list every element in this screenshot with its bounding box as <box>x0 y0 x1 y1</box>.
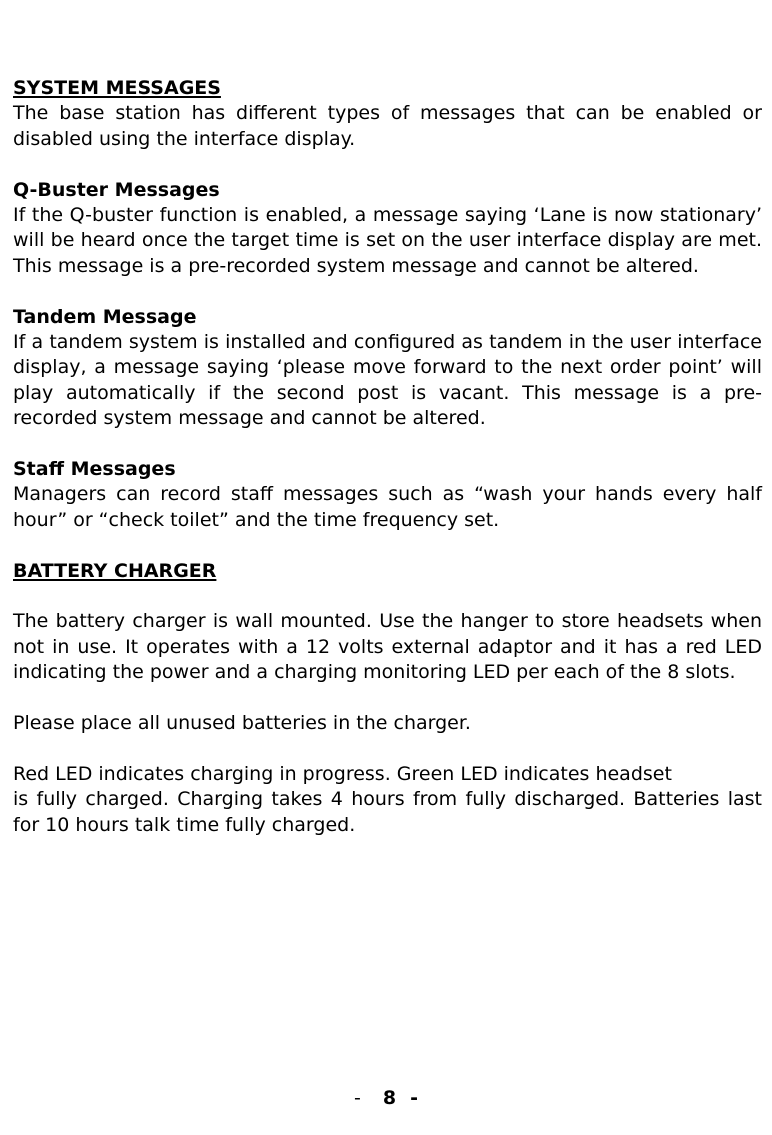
page-number: 8 <box>382 1087 397 1109</box>
footer-dash-left: - <box>354 1087 361 1109</box>
system-messages-intro: The base station has different types of messages that can be enabled or disabled using the interface display. <box>13 102 762 150</box>
spacer <box>13 279 762 304</box>
spacer <box>13 686 762 711</box>
footer-dash-right: - <box>410 1087 418 1109</box>
spacer <box>13 152 762 177</box>
staff-body: Managers can record staff messages such as “wash your hands every half hour” or “check toilet” and the time frequency set. <box>13 483 762 531</box>
system-messages-heading: SYSTEM MESSAGES <box>13 77 221 99</box>
qbuster-body: If the Q-buster function is enabled, a message saying ‘Lane is now stationary’ will be heard once the target time is set on the user interface display are met. This message is a pre-recorded system message and cannot be altered. <box>13 204 762 277</box>
staff-heading: Staff Messages <box>13 458 176 481</box>
spacer <box>13 533 762 558</box>
battery-charger-paragraph-3-rest: is fully charged. Charging takes 4 hours from fully discharged. Batteries last for 10 hours talk time fully charged. <box>13 788 762 836</box>
tandem-heading: Tandem Message <box>13 305 197 328</box>
page-footer <box>0 1087 772 1109</box>
tandem-body: If a tandem system is installed and configured as tandem in the user interface display, a message saying ‘please move forward to the next order point’ will play automatically if the second post is vacant. This message is a pre-recorded system message and cannot be altered. <box>13 331 762 430</box>
spacer <box>13 584 762 609</box>
spacer <box>13 736 762 761</box>
battery-charger-paragraph-2: Please place all unused batteries in the charger. <box>13 712 471 735</box>
spacer <box>13 432 762 457</box>
battery-charger-paragraph-3-line-1: Red LED indicates charging in progress. Green LED indicates headset <box>13 762 672 785</box>
document-page <box>13 76 762 838</box>
battery-charger-paragraph-1: The battery charger is wall mounted. Use the hanger to store headsets when not in use. It operates with a 12 volts external adaptor and it has a red LED indicating the power and a charging monitoring LED per each of the 8 slots. <box>13 610 762 684</box>
battery-charger-heading: BATTERY CHARGER <box>13 559 217 582</box>
qbuster-heading: Q-Buster Messages <box>13 178 220 201</box>
